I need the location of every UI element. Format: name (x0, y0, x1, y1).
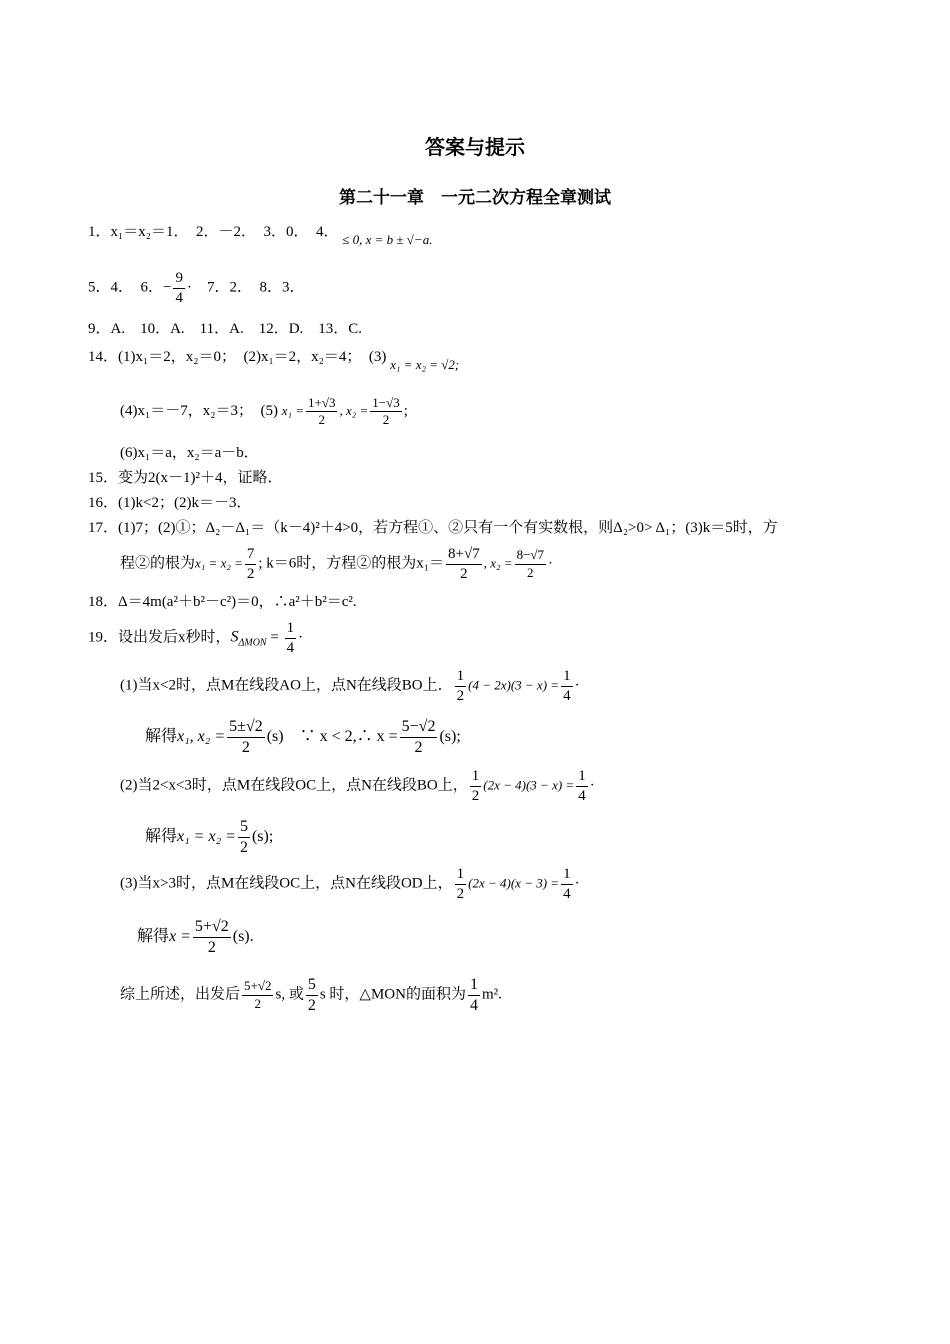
fraction: $\frac{1}{4}$ (578, 768, 586, 804)
fraction: $\frac{5+√2}{2}$ (194, 918, 229, 956)
answers-5-6: 5．4． 6．− (88, 279, 172, 296)
page-title: 答案与提示 (425, 135, 525, 159)
fraction: $\frac{1}{2}$ (471, 768, 480, 804)
fraction: $\frac{1}{4}$ (563, 668, 571, 704)
fraction: $\frac{1+√3}{2}$ (308, 395, 336, 428)
answer-line-15: 15．变为2(x－1)²＋4，证略． (88, 470, 283, 486)
fraction: $\frac{8+√7}{2}$ (448, 546, 480, 582)
case-3: (3)当x>3时，点M在线段OC上，点N在线段OD上， $\frac{1}{2}$ (2x − 4)(x − 3) = $\frac{1}{4}$ · (120, 866, 580, 902)
summary: 综上所述，出发后 $\frac{5+√2}{2}$ s, 或 $\frac{5}{2}$ s 时，△MON的面积为 $\frac{1}{4}$ m². (120, 976, 502, 1014)
fraction-9-4: $\frac{9}{4}$ (175, 270, 183, 306)
fraction: $\frac{5}{2}$ (307, 976, 316, 1014)
fraction: $\frac{1}{4}$ (286, 620, 295, 656)
case-1: (1)当x<2时，点M在线段AO上，点N在线段BO上． $\frac{1}{2}$ (4 − 2x)(3 − x) = $\frac{1}{4}$ · (120, 668, 580, 704)
answer-line-17b: 程②的根为x₁ = x₂ = $\frac{7}{2}$ ; k＝6时，方程②的根为x₁＝ $\frac{8+√7}{2}$ , x₂ = $\frac{8-√7}{2}$ · (120, 546, 554, 582)
case-1-solution: 解得x₁, x₂ = $\frac{5\pm√2}{2}$ (s) ∵ x < 2,∴ x = $\frac{5-√2}{2}$ (s); (145, 718, 461, 756)
answer-line-9: 9．A. 10．A. 11．A. 12．D. 13．C. (88, 321, 363, 337)
fraction: $\frac{8-√7}{2}$ (516, 547, 545, 580)
answer-line-18: 18．Δ＝4m(a²＋b²－c²)＝0，∴a²＋b²＝c². (88, 594, 357, 610)
answer-line-14b: (4)x₁＝－7，x₂＝3； (5) x₁ = $\frac{1+√3}{2}$ , x₂ = $\frac{1-√3}{2}$ ; (120, 395, 408, 428)
chapter-title: 第二十一章 一元二次方程全章测试 (339, 188, 611, 208)
fraction: $\frac{5}{2}$ (239, 818, 248, 856)
fraction: $\frac{7}{2}$ (246, 546, 255, 582)
answer-line-14: 14．(1)x₁＝2，x₂＝0； (2)x₁＝2，x₂＝4； (3) x₁ = x₂ = √2; (88, 349, 460, 372)
answers-7-8: · 7．2． 8．3． (186, 279, 305, 296)
answer-line-17: 17．(1)7；(2)①；Δ₂－Δ₁＝（k－4)²＋4>0，若方程①、②只有一个有实数根，则Δ₂>0> Δ₁；(3)k＝5时，方 (88, 520, 778, 536)
fraction: $\frac{5+√2}{2}$ (244, 978, 272, 1011)
fraction: $\frac{5\pm√2}{2}$ (229, 718, 263, 756)
fraction: $\frac{1}{2}$ (456, 866, 465, 902)
answer-line-14c: (6)x₁＝a，x₂＝a－b． (120, 445, 259, 461)
case-2: (2)当2<x<3时，点M在线段OC上，点N在线段BO上， $\frac{1}{2}$ (2x − 4)(3 − x) = $\frac{1}{4}$ · (120, 768, 595, 804)
fraction: $\frac{1-√3}{2}$ (372, 395, 400, 428)
case-3-solution: 解得x = $\frac{5+√2}{2}$ (s). (137, 918, 254, 956)
answers-1-4: 1．x₁＝x₂＝1． 2．－2． 3．0． 4． (88, 224, 339, 240)
answer-line-16: 16．(1)k<2；(2)k＝－3． (88, 495, 252, 511)
fraction: $\frac{1}{2}$ (456, 668, 465, 704)
fraction: $\frac{1}{4}$ (469, 976, 478, 1014)
answer-4-formula: ≤ 0, x = b ± √−a. (342, 232, 433, 247)
answer-line-5 (88, 270, 304, 306)
answer-14-3-formula: x₁ = x₂ = √2; (390, 357, 460, 372)
fraction: $\frac{5-√2}{2}$ (401, 718, 436, 756)
answer-line-19: 19．设出发后x秒时，$S_{\Delta MON}$ = $\frac{1}{4}$ · (88, 620, 304, 656)
fraction: $\frac{1}{4}$ (563, 866, 571, 902)
answer-line-1 (88, 224, 433, 247)
case-2-solution: 解得x₁ = x₂ = $\frac{5}{2}$ (s); (145, 818, 274, 856)
